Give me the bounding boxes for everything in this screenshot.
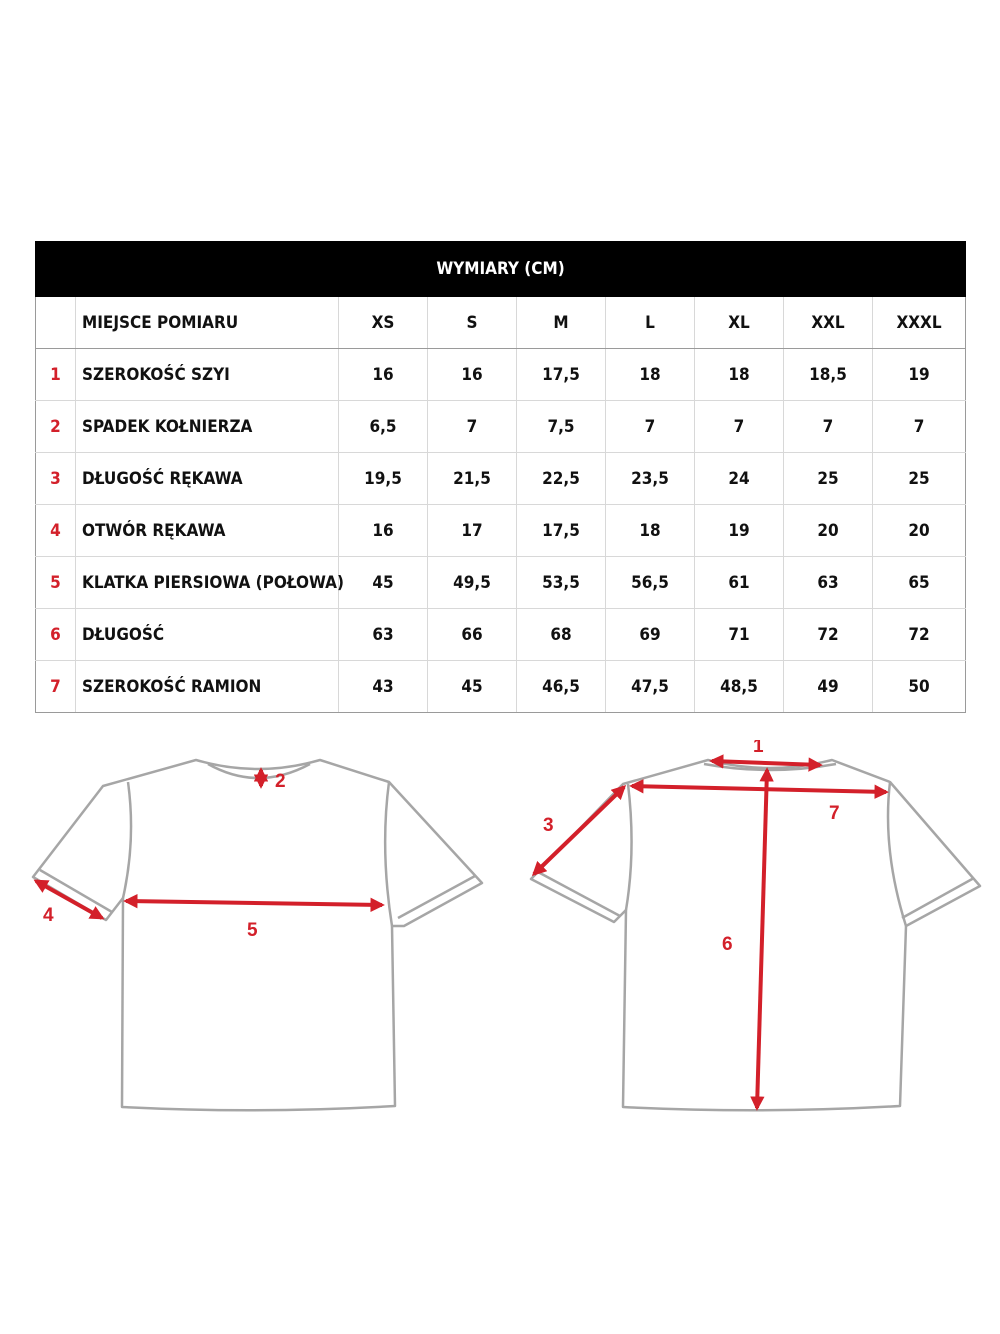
row-label: DŁUGOŚĆ: [76, 609, 339, 661]
cell-size-m: 53,5: [517, 557, 606, 609]
label-6: 6: [722, 934, 733, 955]
cell-size-xs: 45: [339, 557, 428, 609]
cell-size-xxxl: 25: [873, 453, 966, 505]
header-size-s: S: [428, 297, 517, 349]
cell-size-m: 7,5: [517, 401, 606, 453]
cell-size-s: 17: [428, 505, 517, 557]
cell-size-xxxl: 65: [873, 557, 966, 609]
chest-arrow: [126, 901, 382, 905]
cell-size-m: 22,5: [517, 453, 606, 505]
cell-size-xl: 18: [695, 349, 784, 401]
header-measure-place: MIEJSCE POMIARU: [76, 297, 339, 349]
back-right-armhole: [888, 782, 906, 926]
row-number: 5: [36, 557, 76, 609]
row-number: 7: [36, 661, 76, 713]
row-label: DŁUGOŚĆ RĘKAWA: [76, 453, 339, 505]
cell-size-xxxl: 7: [873, 401, 966, 453]
table-row: [36, 505, 966, 557]
header-size-l: L: [606, 297, 695, 349]
label-2: 2: [275, 771, 286, 792]
cell-size-m: 46,5: [517, 661, 606, 713]
cell-size-xl: 19: [695, 505, 784, 557]
table-row: [36, 557, 966, 609]
cell-size-l: 18: [606, 349, 695, 401]
cell-size-xxxl: 72: [873, 609, 966, 661]
header-size-xxl: XXL: [784, 297, 873, 349]
cell-size-m: 17,5: [517, 349, 606, 401]
row-label: SZEROKOŚĆ SZYI: [76, 349, 339, 401]
cell-size-xl: 24: [695, 453, 784, 505]
cell-size-xl: 7: [695, 401, 784, 453]
cell-size-xxxl: 20: [873, 505, 966, 557]
measurement-diagram: [0, 740, 1000, 1140]
cell-size-xxl: 25: [784, 453, 873, 505]
table-row: [36, 661, 966, 713]
table-title: WYMIARY (CM): [36, 242, 966, 297]
cell-size-xxl: 20: [784, 505, 873, 557]
cell-size-l: 56,5: [606, 557, 695, 609]
front-right-armhole: [385, 782, 392, 926]
label-4: 4: [43, 905, 54, 926]
cell-size-s: 7: [428, 401, 517, 453]
shoulders-arrow: [632, 786, 886, 792]
row-label: SPADEK KOŁNIERZA: [76, 401, 339, 453]
table-body: [36, 349, 966, 713]
table-row: [36, 401, 966, 453]
cell-size-s: 45: [428, 661, 517, 713]
header-row: [36, 297, 966, 349]
cell-size-l: 7: [606, 401, 695, 453]
row-number: 2: [36, 401, 76, 453]
table-row: [36, 609, 966, 661]
cell-size-xxl: 72: [784, 609, 873, 661]
cell-size-xs: 63: [339, 609, 428, 661]
cell-size-l: 47,5: [606, 661, 695, 713]
row-number: 1: [36, 349, 76, 401]
row-label: KLATKA PIERSIOWA (POŁOWA): [76, 557, 339, 609]
cell-size-xxl: 18,5: [784, 349, 873, 401]
back-right-sleeve-hem: [902, 878, 974, 918]
row-label: OTWÓR RĘKAWA: [76, 505, 339, 557]
front-left-armhole: [123, 782, 131, 898]
cell-size-s: 49,5: [428, 557, 517, 609]
back-left-sleeve-hem: [538, 872, 620, 916]
cell-size-l: 18: [606, 505, 695, 557]
header-size-xs: XS: [339, 297, 428, 349]
table-title-row: [36, 242, 966, 297]
cell-size-xxxl: 19: [873, 349, 966, 401]
cell-size-xs: 6,5: [339, 401, 428, 453]
cell-size-xl: 48,5: [695, 661, 784, 713]
cell-size-xs: 16: [339, 505, 428, 557]
label-1: 1: [753, 740, 764, 757]
row-number: 3: [36, 453, 76, 505]
cell-size-s: 66: [428, 609, 517, 661]
row-number: 4: [36, 505, 76, 557]
cell-size-xxl: 49: [784, 661, 873, 713]
cell-size-l: 69: [606, 609, 695, 661]
cell-size-m: 68: [517, 609, 606, 661]
cell-size-s: 16: [428, 349, 517, 401]
row-label: SZEROKOŚĆ RAMION: [76, 661, 339, 713]
back-left-armhole: [626, 784, 632, 910]
cell-size-xs: 43: [339, 661, 428, 713]
cell-size-xs: 19,5: [339, 453, 428, 505]
cell-size-xxxl: 50: [873, 661, 966, 713]
cell-size-m: 17,5: [517, 505, 606, 557]
header-empty-cell: [36, 297, 76, 349]
table-row: [36, 453, 966, 505]
cell-size-xs: 16: [339, 349, 428, 401]
length-arrow: [757, 770, 767, 1108]
front-right-sleeve-hem: [398, 876, 475, 918]
row-number: 6: [36, 609, 76, 661]
cell-size-xl: 61: [695, 557, 784, 609]
cell-size-l: 23,5: [606, 453, 695, 505]
table-row: [36, 349, 966, 401]
label-5: 5: [247, 920, 258, 941]
cell-size-xxl: 7: [784, 401, 873, 453]
cell-size-xl: 71: [695, 609, 784, 661]
size-table: [35, 241, 966, 713]
front-measurements: [36, 770, 382, 918]
cell-size-s: 21,5: [428, 453, 517, 505]
header-size-xxxl: XXXL: [873, 297, 966, 349]
label-3: 3: [543, 815, 554, 836]
header-size-m: M: [517, 297, 606, 349]
cell-size-xxl: 63: [784, 557, 873, 609]
label-7: 7: [829, 803, 840, 824]
header-size-xl: XL: [695, 297, 784, 349]
